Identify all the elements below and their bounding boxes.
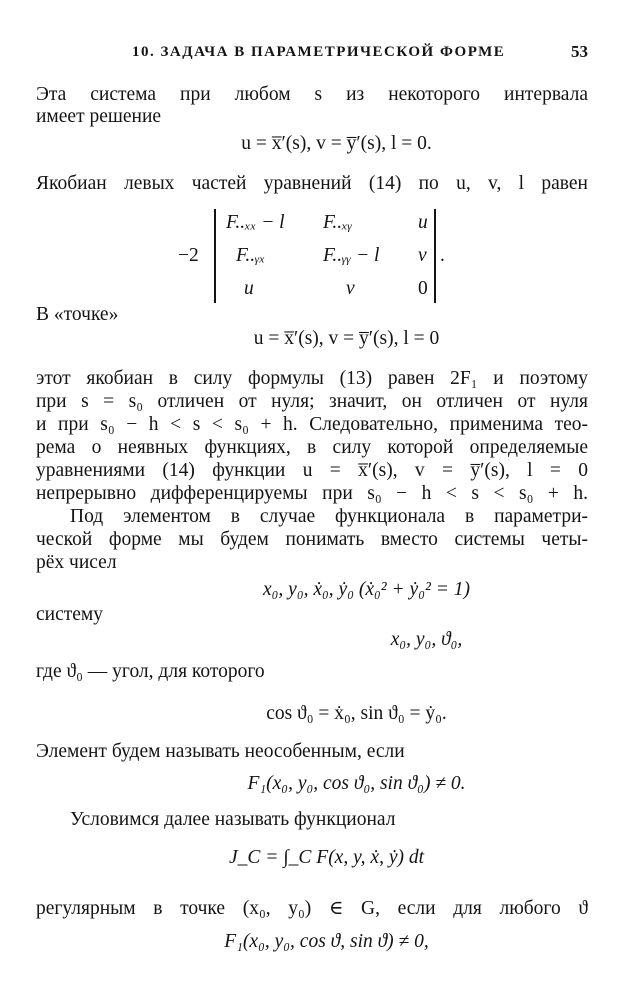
page-number: 53	[571, 42, 588, 61]
text-line: непрерывно дифференцируемы при s₀ − h < s < s₀ + h.	[36, 483, 588, 504]
matrix-suffix: .	[440, 245, 445, 266]
formula: x₀, y₀, ϑ₀,	[390, 629, 463, 650]
text-line: ческой форме мы будем понимать вместо системы четы-	[36, 529, 588, 550]
matrix-cell: v	[346, 278, 355, 299]
text-line: имеет решение	[36, 106, 162, 127]
text-line: где ϑ₀ — угол, для которого	[36, 661, 265, 682]
matrix-cell: v	[418, 245, 427, 266]
determinant-bar-right	[434, 209, 436, 303]
matrix-cell: u	[418, 212, 428, 233]
text-line: Условимся далее называть функционал	[70, 809, 396, 830]
formula: J_C = ∫_C F(x, y, ẋ, ẏ) dt	[228, 847, 425, 868]
matrix-prefix: −2	[178, 245, 199, 266]
matrix-cell: 0	[418, 278, 428, 299]
formula: u = x̅′(s), v = y̅′(s), l = 0.	[241, 133, 432, 154]
text-line: и при s₀ − h < s < s₀ + h. Следовательно, применима тео-	[36, 414, 588, 435]
matrix-cell: u	[244, 278, 254, 299]
formula: u = x̅′(s), v = y̅′(s), l = 0	[253, 328, 440, 349]
running-header	[36, 40, 588, 64]
text-line: уравнениями (14) функции u = x̅′(s), v = y̅′(s), l = 0	[36, 460, 588, 481]
text-line: рема о неявных функциях, в силу которой определяемые	[36, 437, 588, 458]
jacobian-matrix	[178, 209, 444, 303]
text-line: регулярным в точке (x₀, y₀) ∈ G, если для любого ϑ	[36, 898, 588, 919]
formula: cos ϑ₀ = ẋ₀, sin ϑ₀ = ẏ₀.	[266, 703, 447, 724]
text-line: рёх чисел	[36, 552, 117, 573]
formula: F₁(x₀, y₀, cos ϑ, sin ϑ) ≠ 0,	[224, 931, 429, 952]
text-line: систему	[36, 604, 104, 625]
formula: F₁(x₀, y₀, cos ϑ₀, sin ϑ₀) ≠ 0.	[247, 773, 466, 794]
text-line: Эта система при любом s из некоторого интервала	[36, 84, 588, 105]
text-line: Якобиан левых частей уравнений (14) по u, v, l равен	[36, 173, 588, 194]
matrix-cell: F..ₓᵧ	[323, 212, 353, 233]
matrix-cell: F..ᵧₓ	[236, 245, 266, 266]
text-line: В «точке»	[36, 304, 119, 325]
determinant-bar-left	[214, 209, 216, 303]
text-line: при s = s₀ отличен от нуля; значит, он отличен от нуля	[36, 391, 588, 412]
text-line: Под элементом в случае функционала в параметри-	[70, 506, 588, 527]
matrix-cell: F..ᵧᵧ − l	[323, 245, 380, 266]
matrix-cell: F..ₓₓ − l	[226, 212, 285, 233]
section-title: 10. ЗАДАЧА В ПАРАМЕТРИЧЕСКОЙ ФОРМЕ	[132, 44, 506, 60]
text-line: этот якобиан в силу формулы (13) равен 2F₁ и поэтому	[36, 368, 588, 389]
text-line: Элемент будем называть неособенным, если	[36, 741, 405, 762]
formula: x₀, y₀, ẋ₀, ẏ₀ (ẋ₀² + ẏ₀² = 1)	[263, 579, 470, 600]
